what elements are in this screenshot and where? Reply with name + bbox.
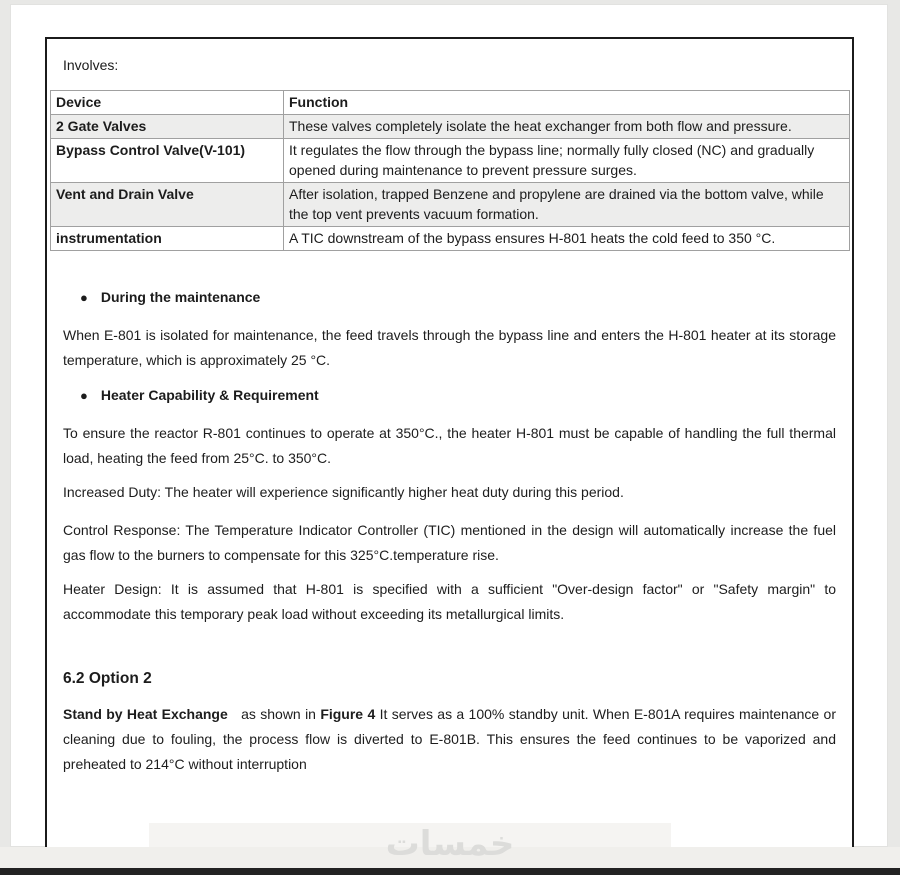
- device-function-table: [50, 90, 850, 251]
- watermark-text: خمسات: [385, 824, 515, 864]
- function-cell: A TIC downstream of the bypass ensures H-801 heats the cold feed to 350 °C.: [284, 227, 850, 251]
- function-cell: After isolation, trapped Benzene and propylene are drained via the bottom valve, while the top vent prevents vacuum formation.: [284, 183, 850, 227]
- function-column-header: Function: [284, 91, 850, 115]
- option2-run-figure-ref: Figure 4: [320, 706, 376, 722]
- device-cell: Bypass Control Valve(V-101): [51, 139, 284, 183]
- section-heading: 6.2 Option 2: [63, 670, 152, 687]
- bullet-item-heater-capability: [63, 387, 836, 404]
- table-row: [51, 227, 850, 251]
- bullet-item-during-maintenance: [63, 289, 836, 306]
- device-cell: Vent and Drain Valve: [51, 183, 284, 227]
- function-cell: These valves completely isolate the heat exchanger from both flow and pressure.: [284, 115, 850, 139]
- option2-run-text: as shown in: [236, 706, 321, 722]
- table-row: [51, 139, 850, 183]
- paragraph-control-response: Control Response: The Temperature Indicator Controller (TIC) mentioned in the design will automatically increase the fuel gas flow to the burners to compensate for this 325°C.temperature rise.: [63, 522, 836, 563]
- involves-label: Involves:: [63, 57, 119, 73]
- paragraph-heater-capability: To ensure the reactor R-801 continues to operate at 350°C., the heater H-801 must be capable of handling the full thermal load, heating the feed from 25°C. to 350°C.: [63, 425, 836, 466]
- option2-run-text: It serves as a 100% standby unit. When E-801A requires maintenance or cleaning due to fouling, the process flow is diverted to E-801B. This ensures the feed continues to be vaporized and preheated to 214°C without interruption: [63, 706, 836, 772]
- function-cell: It regulates the flow through the bypass line; normally fully closed (NC) and gradually opened during maintenance to prevent pressure surges.: [284, 139, 850, 183]
- paragraph-maintenance: When E-801 is isolated for maintenance, the feed travels through the bypass line and enters the H-801 heater at its storage temperature, which is approximately 25 °C.: [63, 327, 836, 368]
- paragraph-increased-duty: Increased Duty: The heater will experience significantly higher heat duty during this period.: [63, 484, 624, 500]
- device-cell: instrumentation: [51, 227, 284, 251]
- device-column-header: Device: [51, 91, 284, 115]
- table-row: [51, 183, 850, 227]
- option2-run-bold: Stand by Heat Exchange: [63, 706, 228, 722]
- bottom-bar: [0, 868, 900, 875]
- paragraph-option2: [63, 702, 836, 777]
- document-content-box: [45, 37, 854, 848]
- document-page: [10, 4, 888, 847]
- bullet-icon: ●: [80, 388, 88, 403]
- bullet-label: During the maintenance: [100, 289, 261, 305]
- bullet-icon: ●: [80, 290, 88, 305]
- table-row: [51, 115, 850, 139]
- device-cell: 2 Gate Valves: [51, 115, 284, 139]
- bullet-label: Heater Capability & Requirement: [100, 387, 319, 403]
- paragraph-heater-design: Heater Design: It is assumed that H-801 is specified with a sufficient "Over-design factor" or "Safety margin" to accommodate this temporary peak load without exceeding its metallurgical limits.: [63, 581, 836, 622]
- table-header-row: [51, 91, 850, 115]
